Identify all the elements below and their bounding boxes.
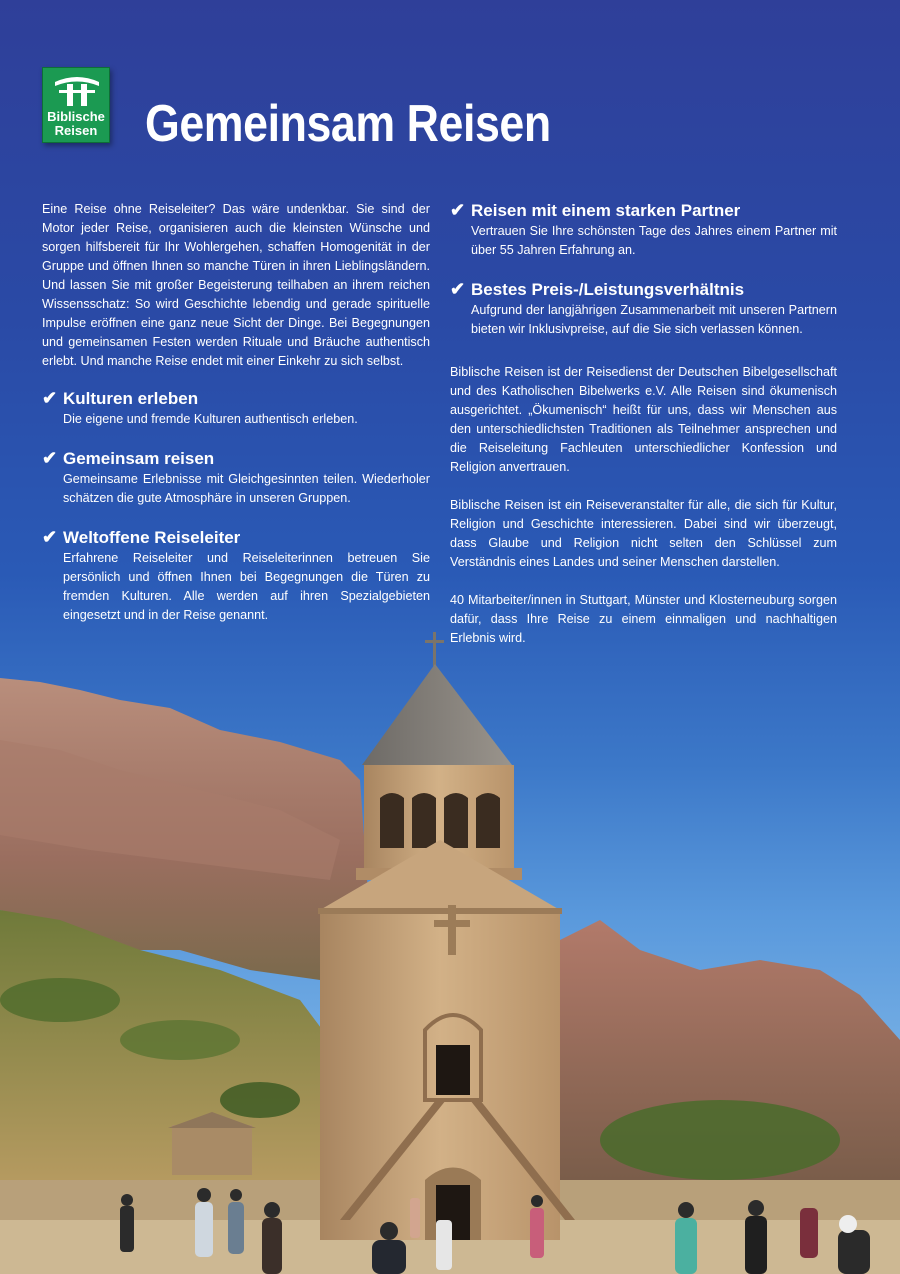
feature-text: Gemeinsame Erlebnisse mit Gleichgesinnten teilen. Wiederholer schätzen die gute Atmosphäre in unseren Gruppen. [63, 472, 430, 505]
logo-line-2: Reisen [54, 123, 98, 138]
checkmark-icon: ✔ [42, 448, 58, 468]
feature-text: Die eigene und fremde Kulturen authentisch erleben. [63, 412, 358, 426]
left-column [42, 200, 430, 643]
feature-text: Vertrauen Sie Ihre schönsten Tage des Jahres einem Partner mit über 55 Jahren Erfahrung an. [471, 224, 837, 257]
feature-starker-partner [450, 199, 837, 260]
checkmark-icon: ✔ [42, 388, 58, 408]
logo-wordmark [43, 110, 109, 138]
mission-paragraph: Biblische Reisen ist ein Reiseveranstalter für alle, die sich für Kultur, Religion und Geschichte interessieren. Dabei sind wir überzeugt, dass Glaube und Religion nicht selten den Schlüssel zum Verständnis eines Landes und seiner Menschen darstellen. [450, 498, 837, 569]
feature-gemeinsam-reisen [42, 447, 430, 508]
feature-heading: Reisen mit einem starken Partner [471, 201, 741, 220]
feature-text: Erfahrene Reiseleiter und Reiseleiterinnen betreuen Sie persönlich und öffnen Ihnen bei Begegnungen die Türen zu fremden Kulturen. Alle werden auf ihren Spezialgebieten eingesetzt und in der Reise genannt. [63, 551, 430, 622]
feature-text: Aufgrund der langjährigen Zusammenarbeit mit unseren Partnern bieten wir Inklusivpreise, auf die Sie sich verlassen können. [471, 303, 837, 336]
church-building [318, 632, 575, 1240]
brand-logo[interactable] [42, 67, 110, 143]
feature-heading: Gemeinsam reisen [63, 449, 215, 468]
feature-weltoffene-reiseleiter [42, 526, 430, 625]
intro-paragraph: Eine Reise ohne Reiseleiter? Das wäre undenkbar. Sie sind der Motor jeder Reise, organisieren auch die kleinsten Wünsche und sorgen hilfsbereit für Ihr Wohlergehen, schaffen Homogenität in der Gruppe und öffnen Ihnen so manche Türen in ihren Lieblingsländern. Und lassen Sie mit großer Begeisterung teilhaben an ihrem reichen Wissensschatz: So wird Geschichte lebendig und gerade spirituelle Impulse eröffnen eine ganz neue Sicht der Dinge. Bei Begegnungen und gemeinsamen Festen werden Rituale und Bräuche authentisch erlebt. Und manche Reise endet mit einer Einkehr zu sich selbst. [42, 202, 430, 368]
monastery-photo [0, 620, 900, 1274]
right-column [450, 200, 837, 667]
checkmark-icon: ✔ [450, 279, 466, 299]
checkmark-icon: ✔ [42, 527, 58, 547]
feature-heading: Weltoffene Reiseleiter [63, 528, 241, 547]
checkmark-icon: ✔ [450, 200, 466, 220]
feature-heading: Kulturen erleben [63, 389, 199, 408]
feature-kulturen-erleben [42, 387, 430, 429]
team-paragraph: 40 Mitarbeiter/innen in Stuttgart, Münster und Klosterneuburg sorgen dafür, dass Ihre Reise zu einem einmaligen und nachhaltigen Erlebnis wird. [450, 593, 837, 645]
feature-heading: Bestes Preis-/Leistungsverhältnis [471, 280, 745, 299]
about-paragraph: Biblische Reisen ist der Reisedienst der Deutschen Bibelgesellschaft und des Katholischen Bibelwerks e.V. Alle Reisen sind ökumenisch ausgerichtet. „Ökumenisch“ heißt für uns, dass wir Menschen aus den unterschiedlichsten Traditionen als Teilnehmer ansprechen und die Reiseleitung Fachleuten unterschiedlicher Konfession und Religion anvertrauen. [450, 365, 837, 474]
feature-preis-leistung [450, 278, 837, 339]
logo-line-1: Biblische [47, 109, 105, 124]
page-title: Gemeinsam Reisen [145, 95, 551, 153]
biblische-reisen-logo-mark-icon [53, 74, 101, 108]
